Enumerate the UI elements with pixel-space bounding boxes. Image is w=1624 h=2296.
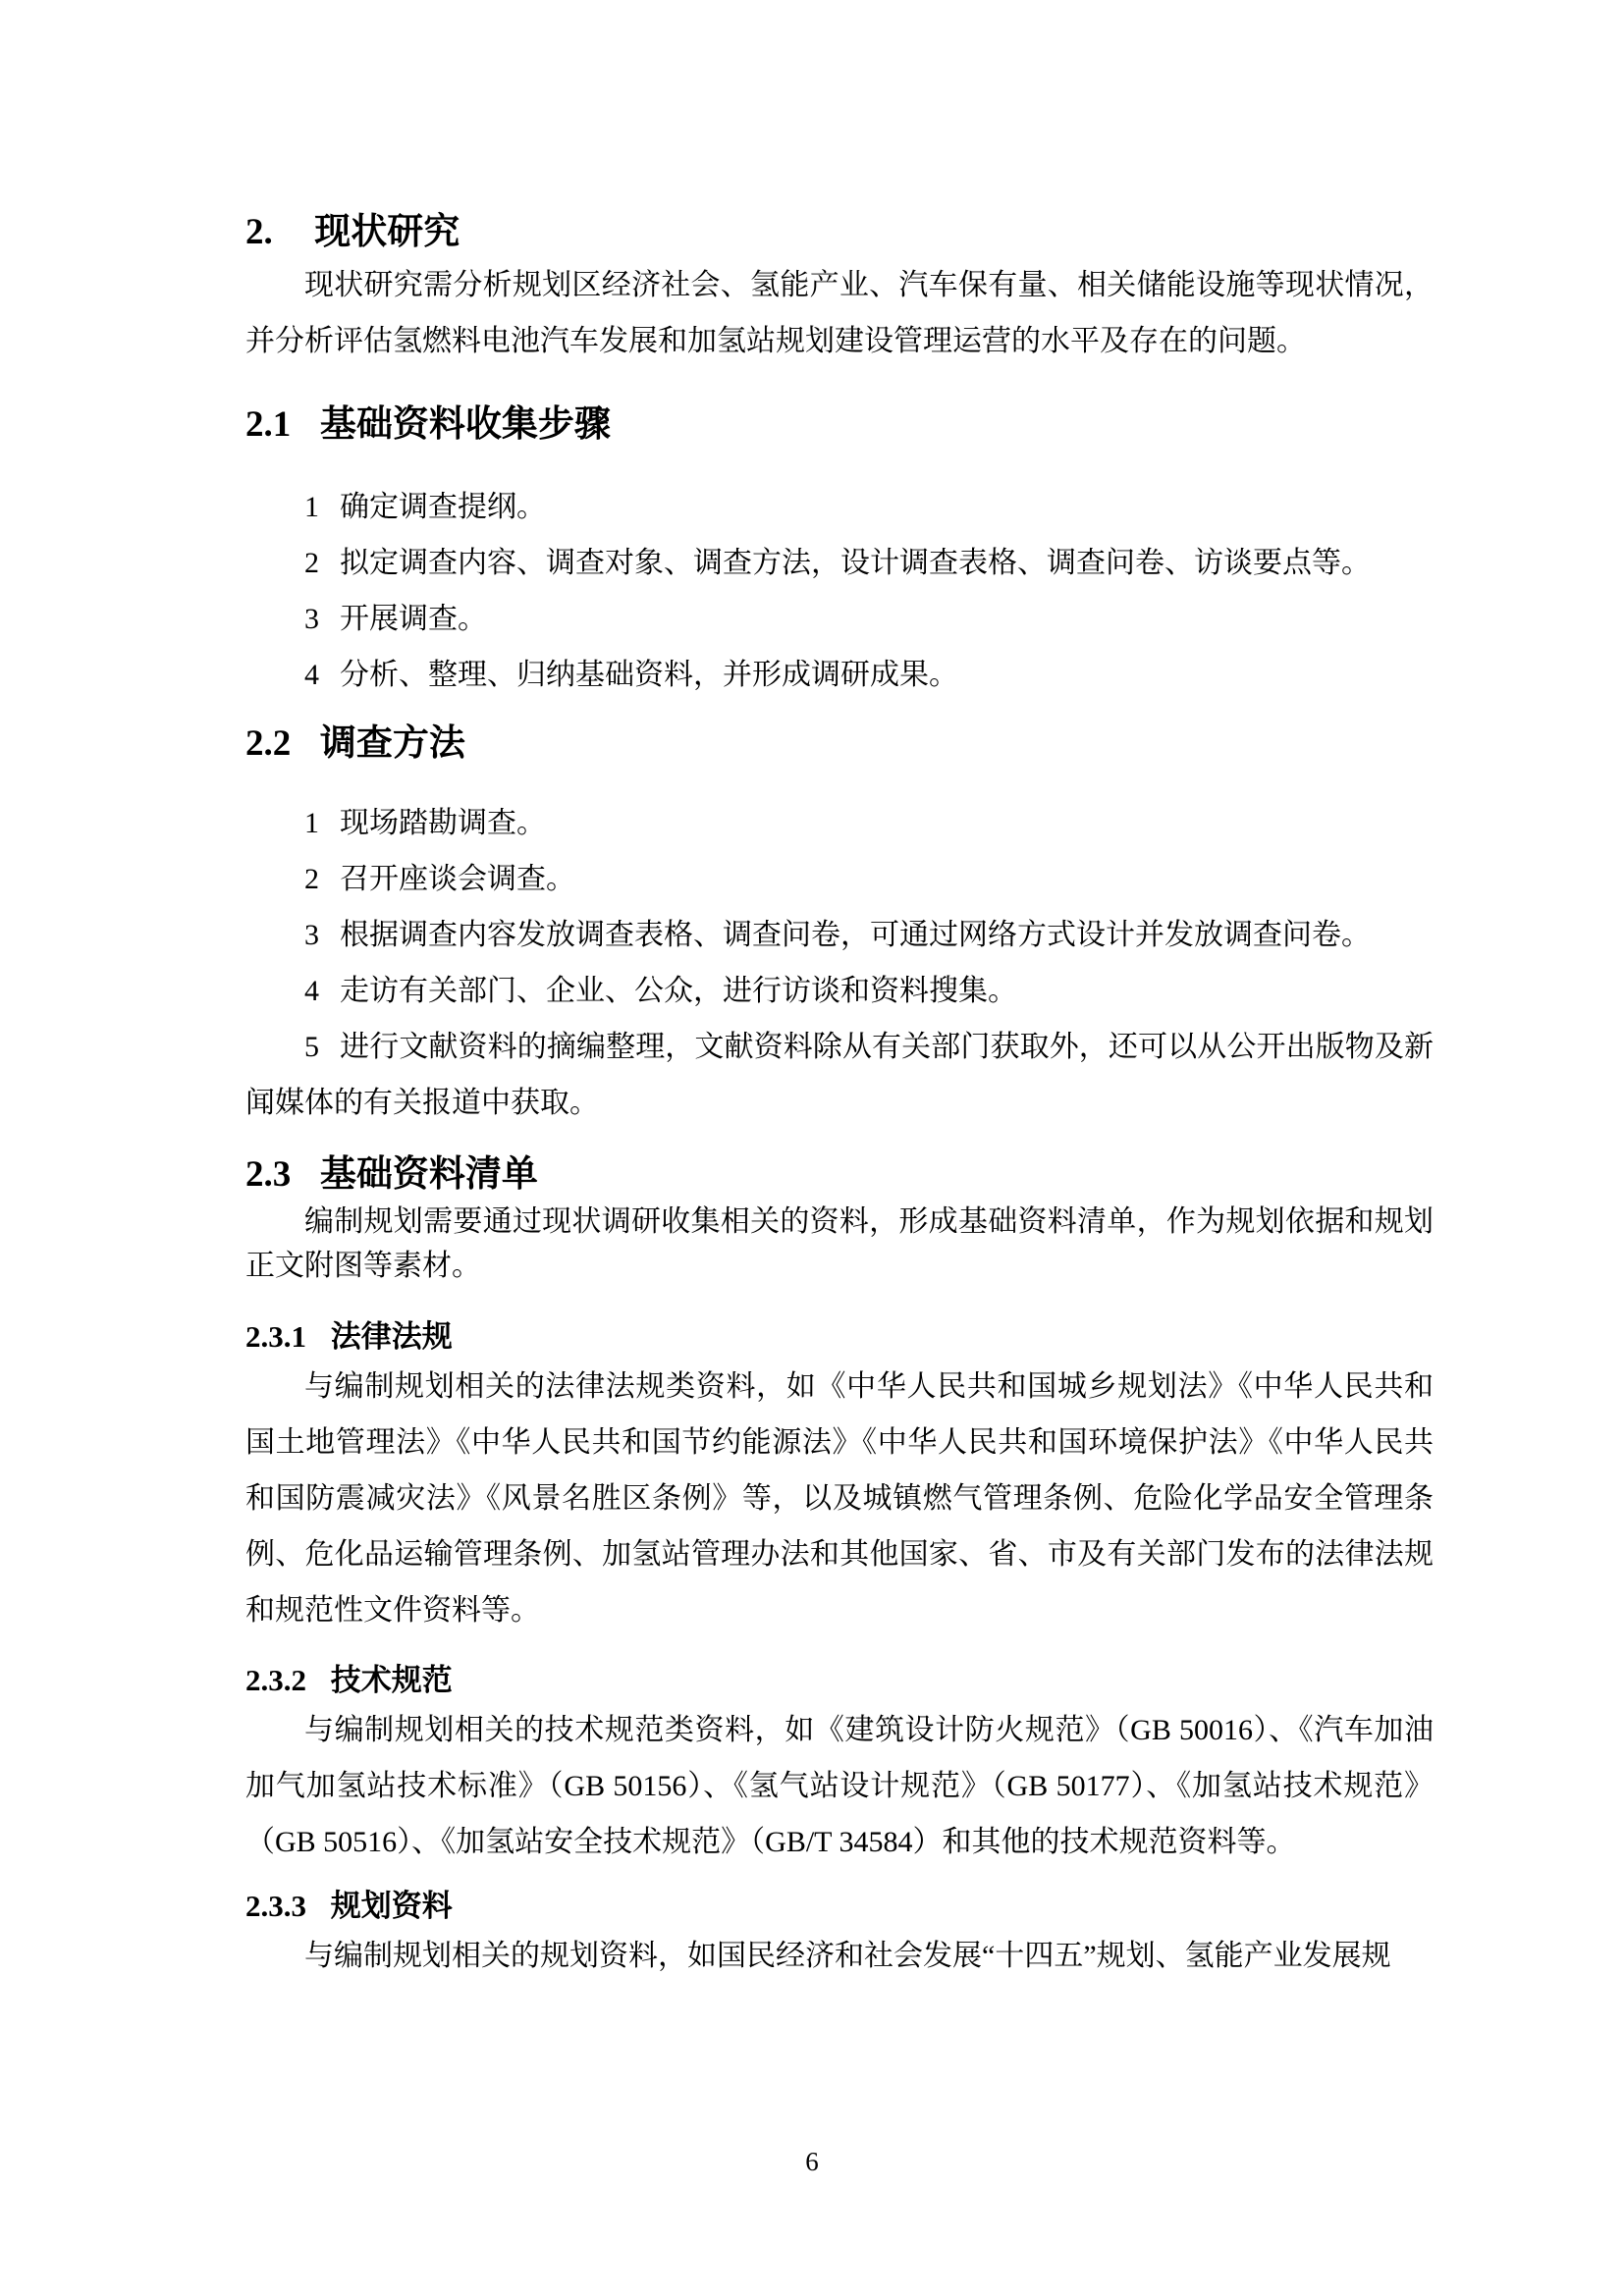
item-number: 2 [304, 547, 319, 579]
subsection-2-3-1-number: 2.3.1 [245, 1319, 306, 1354]
item-number: 4 [304, 975, 319, 1007]
section-2-1-number: 2.1 [245, 404, 292, 445]
subsection-2-3-3-paragraph: 与编制规划相关的规划资料，如国民经济和社会发展“十四五”规划、氢能产业发展规 [304, 1940, 1391, 1972]
item-number: 2 [304, 863, 319, 895]
item-text: 开展调查。 [340, 603, 487, 635]
item-number: 3 [304, 603, 319, 635]
item-number: 1 [304, 491, 319, 523]
item-text: 确定调查提纲。 [340, 491, 546, 523]
section-2-3-intro-paragraph: 编制规划需要通过现状调研收集相关的资料，形成基础资料清单，作为规划依据和规划正文附图等素材。 [245, 1205, 1434, 1282]
list-item [245, 647, 1434, 703]
item-text: 召开座谈会调查。 [340, 863, 575, 895]
chapter-number: 2. [245, 212, 273, 252]
page-content [0, 208, 1624, 1984]
item-text: 根据调查内容发放调查表格、调查问卷，可通过网络方式设计并发放调查问卷。 [340, 919, 1371, 951]
list-item [245, 535, 1434, 591]
list-item [245, 795, 1434, 851]
section-2-2-list [245, 795, 1434, 1131]
item-number: 4 [304, 659, 319, 691]
list-item [245, 907, 1434, 963]
section-2-3-title: 基础资料清单 [319, 1154, 538, 1195]
subsection-2-3-2-paragraph: 与编制规划相关的技术规范类资料，如《建筑设计防火规范》（GB 50016）、《汽车加油加气加氢站技术标准》（GB 50156）、《氢气站设计规范》（GB 50177）、《加氢站技术规范》（GB 50516）、《加氢站安全技术规范》（GB/T 34584）和其他的技术规范资料等。 [245, 1714, 1434, 1858]
section-2-2-heading [245, 720, 1434, 769]
section-2-2-number: 2.2 [245, 723, 292, 764]
section-2-3-number: 2.3 [245, 1154, 292, 1195]
list-item [245, 591, 1434, 647]
subsection-2-3-3-title: 规划资料 [330, 1889, 453, 1923]
chapter-heading [245, 208, 1434, 257]
section-2-1-list [245, 479, 1434, 703]
subsection-2-3-1-heading [245, 1315, 1434, 1359]
page-number: 6 [805, 2147, 819, 2176]
subsection-2-3-2-title: 技术规范 [330, 1663, 453, 1697]
section-2-1-heading [245, 400, 1434, 450]
item-text: 现场踏勘调查。 [340, 807, 546, 839]
list-item [245, 851, 1434, 907]
item-text: 走访有关部门、企业、公众，进行访谈和资料搜集。 [340, 975, 1017, 1007]
chapter-intro-paragraph: 现状研究需分析规划区经济社会、氢能产业、汽车保有量、相关储能设施等现状情况，并分析评估氢燃料电池汽车发展和加氢站规划建设管理运营的水平及存在的问题。 [245, 269, 1434, 357]
subsection-2-3-2-number: 2.3.2 [245, 1663, 306, 1697]
subsection-2-3-1-paragraph: 与编制规划相关的法律法规类资料，如《中华人民共和国城乡规划法》《中华人民共和国土地管理法》《中华人民共和国节约能源法》《中华人民共和国环境保护法》《中华人民共和国防震减灾法》《风景名胜区条例》等，以及城镇燃气管理条例、危险化学品安全管理条例、危化品运输管理条例、加氢站管理办法和其他国家、省、市及有关部门发布的法律法规和规范性文件资料等。 [245, 1370, 1434, 1627]
item-number: 1 [304, 807, 319, 839]
subsection-2-3-3-number: 2.3.3 [245, 1889, 306, 1923]
subsection-2-3-3-heading [245, 1885, 1434, 1928]
list-item [245, 479, 1434, 535]
section-2-2-title: 调查方法 [319, 723, 465, 764]
chapter-title: 现状研究 [314, 212, 460, 252]
item-number: 5 [304, 1031, 319, 1063]
section-2-3-heading [245, 1150, 1434, 1200]
item-text: 拟定调查内容、调查对象、调查方法，设计调查表格、调查问卷、访谈要点等。 [340, 547, 1371, 579]
subsection-2-3-2-heading [245, 1659, 1434, 1702]
subsection-2-3-1-title: 法律法规 [330, 1319, 453, 1354]
list-item [245, 1019, 1434, 1131]
item-number: 3 [304, 919, 319, 951]
section-2-1-title: 基础资料收集步骤 [319, 404, 611, 445]
list-item [245, 963, 1434, 1019]
item-text: 进行文献资料的摘编整理，文献资料除从有关部门获取外，还可以从公开出版物及新闻媒体的有关报道中获取。 [245, 1031, 1434, 1119]
item-text: 分析、整理、归纳基础资料，并形成调研成果。 [340, 659, 958, 691]
